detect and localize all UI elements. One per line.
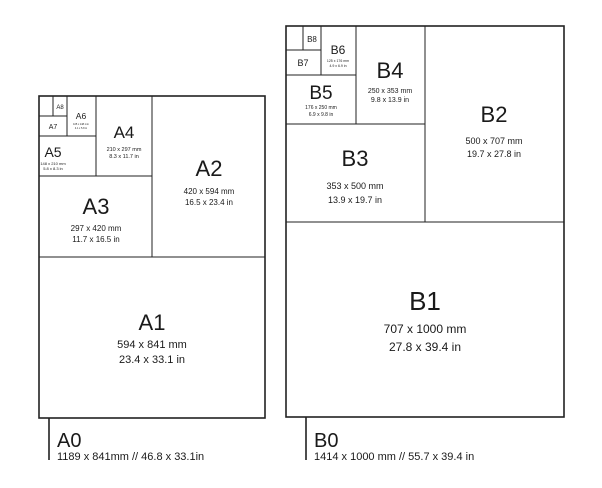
a8-label: A8 bbox=[56, 105, 64, 111]
b5-label: B5 bbox=[309, 83, 333, 104]
a2-label: A2 bbox=[195, 156, 223, 181]
b4-in: 9.8 x 13.9 in bbox=[370, 97, 410, 104]
b4-mm: 250 x 353 mm bbox=[367, 88, 413, 95]
a1-in: 23.4 x 33.1 in bbox=[118, 354, 186, 366]
b0-dims: 1414 x 1000 mm // 55.7 x 39.4 in bbox=[314, 451, 475, 463]
b2-in: 19.7 x 27.8 in bbox=[466, 149, 522, 159]
a5-mm: 148 x 210 mm bbox=[40, 161, 66, 166]
b7-label: B7 bbox=[297, 58, 309, 68]
a6-label: A6 bbox=[75, 111, 87, 121]
a-series bbox=[39, 96, 265, 463]
b3-in: 13.9 x 19.7 in bbox=[327, 195, 383, 205]
b3-label: B3 bbox=[341, 146, 369, 171]
b3-mm: 353 x 500 mm bbox=[326, 181, 384, 191]
a0-dims: 1189 x 841mm // 46.8 x 33.1in bbox=[57, 451, 205, 463]
a7-label: A7 bbox=[48, 124, 58, 131]
a0-label: A0 bbox=[57, 430, 82, 452]
b0-label: B0 bbox=[314, 430, 339, 452]
b1-label: B1 bbox=[409, 286, 441, 316]
b5-mm: 176 x 250 mm bbox=[305, 105, 337, 111]
a3-label: A3 bbox=[82, 194, 110, 219]
b5-in: 6.9 x 9.8 in bbox=[308, 112, 334, 118]
b6-in: 4.9 x 6.9 in bbox=[329, 64, 347, 68]
a6-mm: 105 x 148 mm bbox=[73, 123, 89, 126]
b6-label: B6 bbox=[330, 43, 346, 57]
b2-mm: 500 x 707 mm bbox=[465, 136, 523, 146]
b4-label: B4 bbox=[376, 58, 404, 83]
b1-in: 27.8 x 39.4 in bbox=[388, 340, 462, 354]
b-series bbox=[286, 26, 564, 463]
a4-mm: 210 x 297 mm bbox=[106, 147, 142, 153]
a5-in: 5.8 x 8.3 in bbox=[43, 166, 63, 171]
a1-label: A1 bbox=[138, 310, 166, 335]
a4-label: A4 bbox=[113, 123, 135, 142]
a5-label: A5 bbox=[44, 144, 62, 160]
b6-mm: 125 x 176 mm bbox=[326, 59, 350, 63]
a6-in: 4.1 x 5.8 in bbox=[74, 127, 88, 130]
a1-mm: 594 x 841 mm bbox=[117, 339, 187, 351]
a3-in: 11.7 x 16.5 in bbox=[72, 235, 120, 244]
a3-mm: 297 x 420 mm bbox=[70, 224, 122, 233]
a2-mm: 420 x 594 mm bbox=[183, 187, 235, 196]
b8-label: B8 bbox=[307, 35, 317, 44]
b1-mm: 707 x 1000 mm bbox=[383, 322, 467, 336]
a2-in: 16.5 x 23.4 in bbox=[184, 198, 234, 207]
a4-in: 8.3 x 11.7 in bbox=[109, 154, 139, 160]
b2-label: B2 bbox=[480, 102, 508, 127]
